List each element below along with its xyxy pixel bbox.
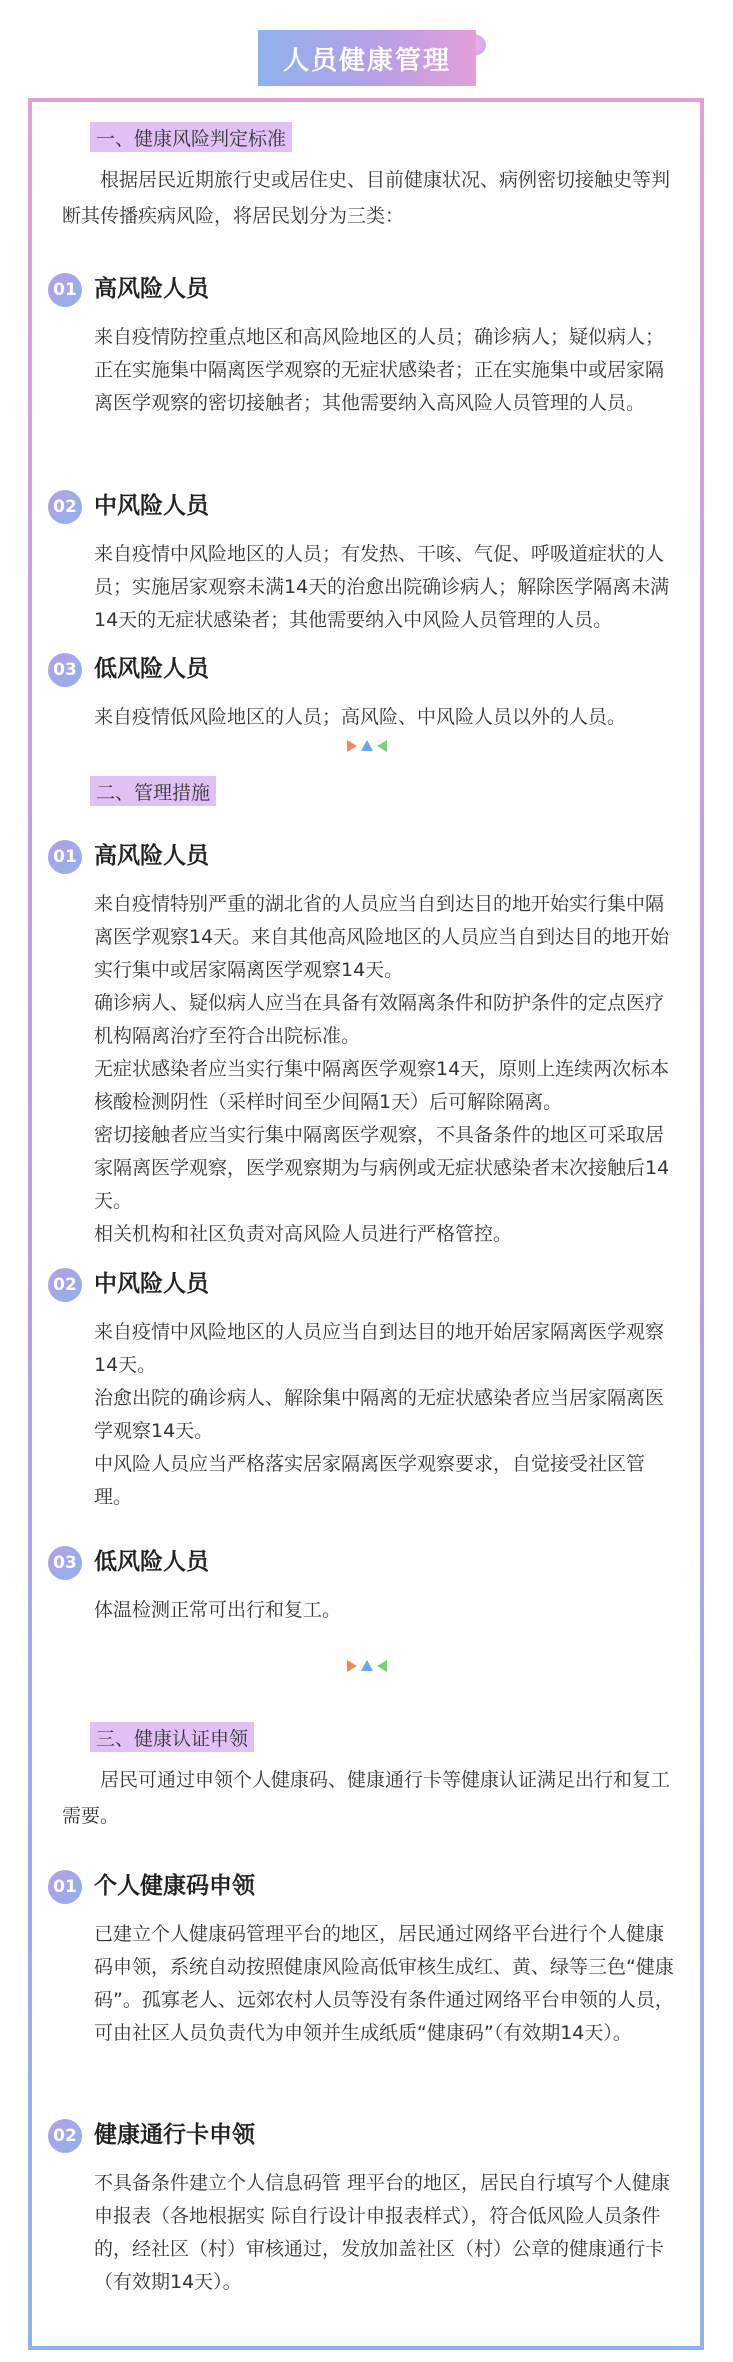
arrow-right-icon <box>347 740 357 752</box>
item-body <box>94 701 680 734</box>
number-badge: 02 <box>48 490 82 524</box>
arrow-up-icon <box>361 1660 373 1671</box>
section-1-intro: 根据居民近期旅行史或居住史、目前健康状况、病例密切接触史等判断其传播疾病风险，将居民划分为三类： <box>62 169 671 227</box>
item-paragraph: 相关机构和社区负责对高风险人员进行严格管控。 <box>94 1223 513 1245</box>
item-paragraph: 来自疫情防控重点地区和高风险地区的人员；确诊病人；疑似病人；正在实施集中隔离医学观察的无症状感染者；正在实施集中或居家隔离医学观察的密切接触者；其他需要纳入高风险人员管理的人员。 <box>94 326 665 414</box>
number-badge: 03 <box>48 653 82 687</box>
item-paragraph: 体温检测正常可出行和复工。 <box>94 1599 342 1621</box>
item-title: 低风险人员 <box>94 656 209 682</box>
item-paragraph: 不具备条件建立个人信息码管 理平台的地区，居民自行填写个人健康申报表（各地根据实 际自行设计申报表样式），符合低风险人员条件的，经社区（村）审核通过，发放加盖社区（村）公章的健康通行卡（有效期14天）。 <box>94 2172 671 2293</box>
item-paragraph: 治愈出院的确诊病人、解除集中隔离的无症状感染者应当居家隔离医学观察14天。 <box>94 1387 665 1442</box>
item-body <box>94 1316 680 1514</box>
section-3-intro: 居民可通过申领个人健康码、健康通行卡等健康认证满足出行和复工需要。 <box>62 1769 671 1827</box>
section-head-3: 三、健康认证申领 <box>90 1722 254 1752</box>
item-body <box>94 888 680 1251</box>
item-body <box>94 2167 680 2299</box>
number-badge: 02 <box>48 1268 82 1302</box>
number-badge: 01 <box>48 840 82 874</box>
item-title: 中风险人员 <box>94 493 209 519</box>
item-body <box>94 1918 680 2050</box>
item-paragraph: 来自疫情特别严重的湖北省的人员应当自到达目的地开始实行集中隔离医学观察14天。来自其他高风险地区的人员应当自到达目的地开始实行集中或居家隔离医学观察14天。 <box>94 893 670 981</box>
item-paragraph: 来自疫情中风险地区的人员；有发热、干咳、气促、呼吸道症状的人员；实施居家观察未满14天的治愈出院确诊病人；解除医学隔离未满14天的无症状感染者；其他需要纳入中风险人员管理的人员。 <box>94 543 670 631</box>
item-body <box>94 321 680 420</box>
item-title: 低风险人员 <box>94 1549 209 1575</box>
item-title: 高风险人员 <box>94 276 209 302</box>
item-paragraph: 来自疫情中风险地区的人员应当自到达目的地开始居家隔离医学观察14天。 <box>94 1321 665 1376</box>
number-badge: 01 <box>48 273 82 307</box>
number-badge: 01 <box>48 1870 82 1904</box>
item-paragraph: 中风险人员应当严格落实居家隔离医学观察要求，自觉接受社区管理。 <box>94 1453 646 1508</box>
item-title: 高风险人员 <box>94 843 209 869</box>
item-paragraph: 确诊病人、疑似病人应当在具备有效隔离条件和防护条件的定点医疗机构隔离治疗至符合出院标准。 <box>94 992 665 1047</box>
number-badge: 03 <box>48 1546 82 1580</box>
title-area <box>0 30 733 90</box>
arrow-up-icon <box>361 740 373 751</box>
arrow-right-icon <box>347 1660 357 1672</box>
divider-arrows <box>0 740 733 754</box>
divider-arrows <box>0 1660 733 1674</box>
item-body <box>94 538 680 637</box>
item-body <box>94 1594 680 1627</box>
page-title: 人员健康管理 <box>258 30 476 86</box>
item-paragraph: 密切接触者应当实行集中隔离医学观察，不具备条件的地区可采取居家隔离医学观察，医学观察期为与病例或无症状感染者末次接触后14天。 <box>94 1124 670 1212</box>
item-title: 个人健康码申领 <box>94 1873 255 1899</box>
item-paragraph: 来自疫情低风险地区的人员；高风险、中风险人员以外的人员。 <box>94 706 627 728</box>
item-paragraph: 无症状感染者应当实行集中隔离医学观察14天，原则上连续两次标本核酸检测阴性（采样时间至少间隔1天）后可解除隔离。 <box>94 1058 670 1113</box>
arrow-left-icon <box>377 740 387 752</box>
item-title: 健康通行卡申领 <box>94 2122 255 2148</box>
item-title: 中风险人员 <box>94 1271 209 1297</box>
section-head-2: 二、管理措施 <box>90 776 216 806</box>
section-head-1: 一、健康风险判定标准 <box>90 122 292 152</box>
number-badge: 02 <box>48 2119 82 2153</box>
item-paragraph: 已建立个人健康码管理平台的地区，居民通过网络平台进行个人健康码申领，系统自动按照健康风险高低审核生成红、黄、绿等三色“健康码”。孤寡老人、远郊农村人员等没有条件通过网络平台申领的人员，可由社区人员负责代为申领并生成纸质“健康码”（有效期14天）。 <box>94 1923 674 2044</box>
arrow-left-icon <box>377 1660 387 1672</box>
